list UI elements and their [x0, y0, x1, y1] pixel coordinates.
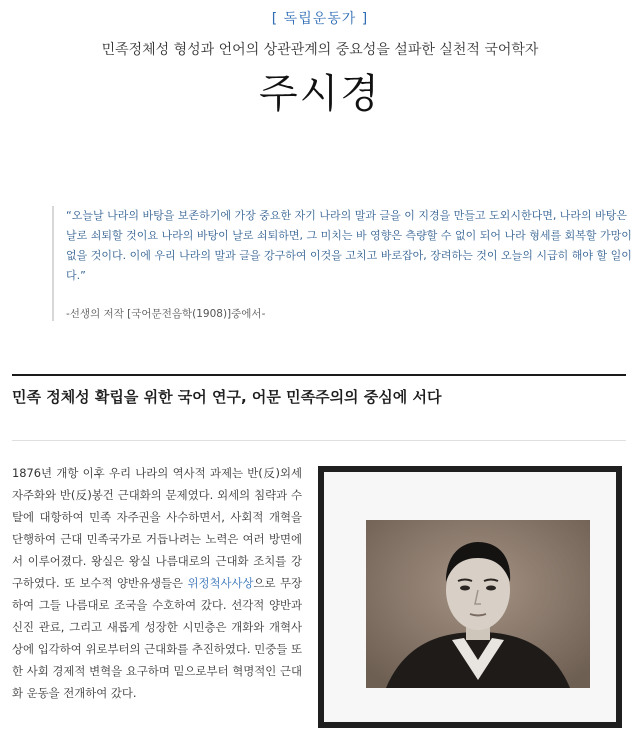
body-link-term[interactable]: 위정척사사상	[187, 576, 254, 590]
portrait-figure	[366, 520, 590, 688]
quote-source: -선생의 저작 [국어문전음학(1908)]중에서-	[66, 308, 266, 320]
page-title: 주시경	[259, 71, 381, 117]
quote-text: “오늘날 나라의 바탕을 보존하기에 가장 중요한 자기 나라의 말과 글을 이 지경을 만들고 도외시한다면, 나라의 바탕은 날로 쇠퇴할 것이요 나라의 바탕이 날로 쇠퇴하면, 그 미치는 바 영향은 측량할 수 없이 되어 나라 형세를 회복할 가망이 없을 것이다. 이에 우리 나라의 말과 글을 강구하여 이것을 고치고 바로잡아, 장려하는 것이 오늘의 시급히 해야 할 일이다.”	[66, 209, 632, 282]
section-heading: 민족 정체성 확립을 위한 국어 연구, 어문 민족주의의 중심에 서다	[12, 388, 442, 406]
body-text-part2: 으로 무장하여 그들 나름대로 조국을 수호하여 갔다. 선각적 양반과 신진 관료, 그리고 새롭게 성장한 시민층은 개화와 개혁사상에 입각하여 위로부터의 근대화를 추진하였다. 민중들 또한 사회 경제적 변혁을 요구하며 밑으로부터 혁명적인 근대화 운동을 전개하여 갔다.	[12, 576, 303, 700]
quote-block	[52, 206, 640, 321]
body-text-part1: 1876년 개항 이후 우리 나라의 역사적 과제는 반(反)외세 자주화와 반(反)봉건 근대화의 문제였다. 외세의 침략과 수탈에 대항하여 민족 자주권을 사수하면서, 사회적 개혁을 단행하여 근대 민족국가로 거듭나려는 노력은 여러 방면에서 이루어졌다. 왕실은 왕실 나름대로의 근대화 조치를 강구하였다. 또 보수적 양반유생들은	[12, 466, 302, 590]
portrait-frame	[318, 466, 622, 728]
section-divider	[12, 374, 626, 376]
category-label: [ 독립운동가 ]	[271, 11, 369, 27]
thin-divider	[12, 440, 626, 441]
portrait-photo	[366, 520, 590, 688]
page-subtitle: 민족정체성 형성과 언어의 상관관계의 중요성을 설파한 실천적 국어학자	[101, 42, 539, 58]
body-paragraph	[12, 462, 302, 704]
